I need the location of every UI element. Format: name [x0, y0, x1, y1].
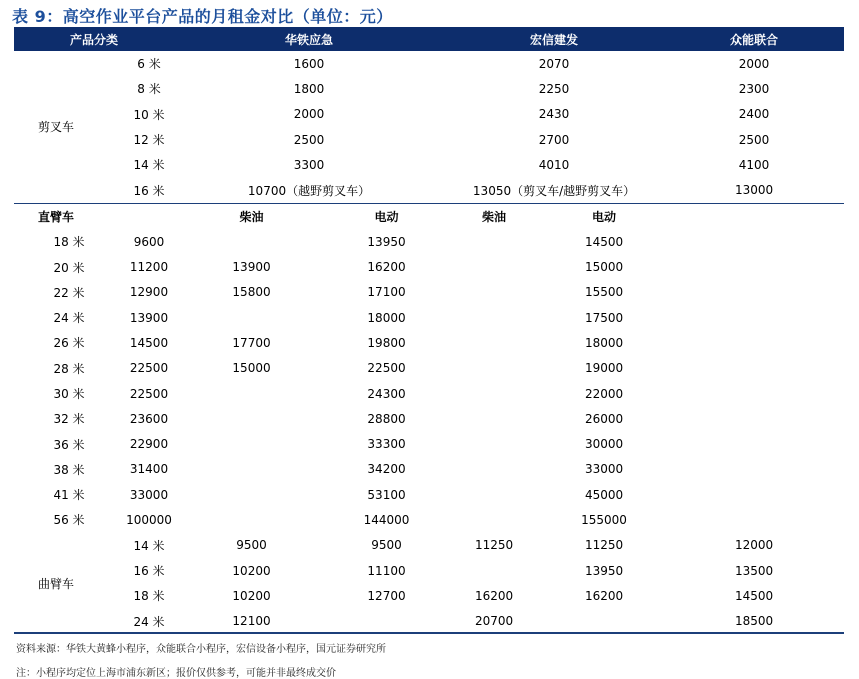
value-cell	[444, 280, 544, 305]
subheader-electric: 电动	[544, 203, 664, 229]
table-row	[14, 609, 844, 634]
value-cell: 2250	[538, 81, 570, 96]
table-row	[14, 177, 844, 203]
value-cell: 2500	[293, 132, 325, 147]
value-cell: 18500	[734, 614, 774, 629]
size-cell: 16 米	[133, 564, 165, 579]
value-cell: 13500	[734, 563, 774, 578]
value-cell: 14500	[129, 335, 169, 350]
size-cell: 38 米	[53, 462, 85, 477]
table-row	[14, 152, 844, 177]
value-cell: 9500	[236, 538, 267, 553]
value-cell: 11250	[474, 538, 514, 553]
table-row	[14, 254, 844, 279]
value-cell: 13050（剪叉车/越野剪叉车）	[472, 183, 636, 198]
table-header-row	[14, 27, 844, 51]
footnote: 注：小程序均定位上海市浦东新区；报价仅供参考，可能并非最终成交价	[16, 668, 336, 679]
header-brand-zhongneng: 众能联合	[664, 27, 844, 51]
size-cell: 24 米	[53, 311, 85, 326]
value-cell: 16200	[367, 260, 406, 275]
value-cell: 9600	[133, 234, 165, 249]
value-cell	[174, 482, 329, 507]
value-cell: 12900	[129, 285, 169, 300]
value-cell	[174, 431, 329, 456]
value-cell: 3300	[293, 157, 325, 172]
value-cell: 17700	[232, 335, 271, 350]
size-cell: 28 米	[53, 361, 85, 376]
table-row	[14, 280, 844, 305]
value-cell	[329, 609, 444, 634]
table-row	[14, 330, 844, 355]
size-cell: 14 米	[133, 158, 165, 173]
value-cell: 155000	[581, 512, 627, 527]
value-cell: 10200	[232, 588, 271, 603]
category-straight-boom: 直臂车	[14, 203, 124, 229]
value-cell: 13950	[367, 234, 406, 249]
value-cell: 12700	[367, 588, 406, 603]
value-cell: 30000	[584, 437, 624, 452]
size-cell: 56 米	[53, 513, 85, 528]
value-cell: 12000	[734, 538, 774, 553]
table-row	[14, 482, 844, 507]
value-cell: 19000	[584, 361, 624, 376]
size-cell: 18 米	[133, 589, 165, 604]
value-cell: 33000	[584, 462, 624, 477]
value-cell: 16200	[474, 588, 514, 603]
value-cell: 22000	[584, 386, 624, 401]
size-cell: 30 米	[53, 387, 85, 401]
value-cell: 13950	[584, 563, 624, 578]
value-cell: 2500	[738, 132, 770, 147]
table-row	[14, 558, 844, 583]
value-cell: 34200	[367, 462, 406, 477]
table-bottom-rule	[14, 632, 844, 634]
value-cell: 12100	[232, 614, 271, 629]
value-cell	[444, 305, 544, 330]
value-cell: 2400	[738, 107, 770, 122]
value-cell	[174, 305, 329, 330]
value-cell: 14500	[584, 234, 624, 249]
value-cell: 53100	[367, 487, 406, 502]
source-note: 资料来源：华铁大黄蜂小程序，众能联合小程序，宏信设备小程序，国元证券研究所	[16, 644, 386, 655]
value-cell	[174, 229, 329, 254]
value-cell: 2000	[738, 56, 770, 71]
value-cell: 10200	[232, 563, 271, 578]
value-cell	[444, 558, 544, 583]
value-cell: 33000	[129, 487, 169, 502]
value-cell	[444, 254, 544, 279]
value-cell	[174, 507, 329, 532]
value-cell: 4100	[738, 157, 770, 172]
value-cell	[444, 406, 544, 431]
value-cell: 13900	[129, 310, 169, 325]
table-row	[14, 533, 844, 558]
subheader-diesel: 柴油	[444, 203, 544, 229]
value-cell: 9500	[371, 538, 402, 553]
value-cell	[444, 356, 544, 381]
value-cell: 33300	[367, 437, 406, 452]
category-scissor: 剪叉车	[38, 120, 75, 135]
value-cell	[444, 381, 544, 406]
value-cell	[544, 609, 664, 634]
table-row	[14, 102, 844, 127]
value-cell: 18000	[584, 335, 624, 350]
value-cell: 45000	[584, 487, 624, 502]
header-category: 产品分类	[14, 27, 174, 51]
value-cell: 23600	[129, 411, 169, 426]
value-cell: 1800	[293, 81, 325, 96]
size-cell: 41 米	[53, 488, 85, 503]
value-cell	[174, 381, 329, 406]
table-row	[14, 305, 844, 330]
table-row	[14, 406, 844, 431]
value-cell	[174, 457, 329, 482]
value-cell: 2430	[538, 107, 570, 122]
value-cell: 28800	[367, 411, 406, 426]
table-row	[14, 229, 844, 254]
value-cell: 14500	[734, 588, 774, 603]
value-cell: 13900	[232, 260, 271, 275]
rent-comparison-table	[14, 27, 844, 634]
size-cell: 18 米	[53, 235, 85, 250]
value-cell: 11100	[367, 563, 406, 578]
value-cell: 15000	[232, 361, 271, 376]
value-cell: 18000	[367, 310, 406, 325]
value-cell: 11200	[129, 260, 169, 275]
table-row	[14, 507, 844, 532]
table-row	[14, 76, 844, 101]
table-row	[14, 127, 844, 152]
size-cell: 32 米	[53, 412, 85, 427]
value-cell: 4010	[538, 157, 570, 172]
header-brand-hongxin: 宏信建发	[444, 27, 664, 51]
value-cell: 31400	[129, 462, 169, 477]
value-cell: 2300	[738, 81, 770, 96]
size-cell: 36 米	[53, 437, 85, 452]
size-cell: 12 米	[133, 133, 165, 148]
value-cell: 22500	[367, 361, 406, 376]
value-cell: 22500	[129, 361, 169, 376]
value-cell: 144000	[363, 512, 410, 527]
value-cell	[444, 507, 544, 532]
value-cell: 22900	[129, 437, 169, 452]
size-cell: 22 米	[53, 285, 85, 300]
size-cell: 24 米	[133, 614, 165, 629]
value-cell: 100000	[126, 512, 172, 527]
value-cell	[444, 431, 544, 456]
value-cell: 10700（越野剪叉车）	[247, 183, 371, 198]
size-cell: 8 米	[137, 82, 161, 97]
size-cell: 10 米	[133, 107, 165, 122]
value-cell: 24300	[367, 386, 406, 401]
value-cell: 17500	[584, 310, 624, 325]
size-cell: 26 米	[53, 336, 85, 351]
header-brand-huatie: 华铁应急	[174, 27, 444, 51]
value-cell: 20700	[474, 614, 514, 629]
table-row	[14, 583, 844, 608]
value-cell	[444, 482, 544, 507]
value-cell: 15800	[232, 285, 271, 300]
value-cell: 2070	[538, 56, 570, 71]
value-cell: 11250	[584, 538, 624, 553]
size-cell: 6 米	[137, 57, 161, 72]
fuel-subheader-row	[14, 203, 844, 229]
value-cell	[444, 229, 544, 254]
value-cell: 22500	[129, 386, 169, 401]
value-cell: 2000	[293, 107, 325, 122]
table-row	[14, 381, 844, 406]
value-cell: 15000	[584, 260, 624, 275]
size-cell: 14 米	[133, 538, 165, 553]
value-cell	[174, 406, 329, 431]
value-cell: 1600	[293, 56, 325, 71]
value-cell: 19800	[367, 335, 406, 350]
size-cell: 16 米	[133, 183, 165, 198]
value-cell: 13000	[734, 183, 774, 198]
size-cell: 20 米	[53, 260, 85, 275]
table-row	[14, 51, 844, 76]
table-row	[14, 457, 844, 482]
table-row	[14, 356, 844, 381]
value-cell: 16200	[584, 588, 624, 603]
value-cell: 26000	[584, 411, 624, 426]
subheader-electric: 电动	[329, 203, 444, 229]
table-row	[14, 431, 844, 456]
category-curved-boom: 曲臂车	[38, 576, 75, 591]
subheader-diesel: 柴油	[174, 203, 329, 229]
value-cell: 17100	[367, 285, 406, 300]
value-cell: 15500	[584, 285, 624, 300]
page-title: 表 9：高空作业平台产品的月租金对比（单位：元）	[12, 7, 393, 26]
value-cell	[444, 330, 544, 355]
value-cell	[444, 457, 544, 482]
value-cell: 2700	[538, 132, 570, 147]
